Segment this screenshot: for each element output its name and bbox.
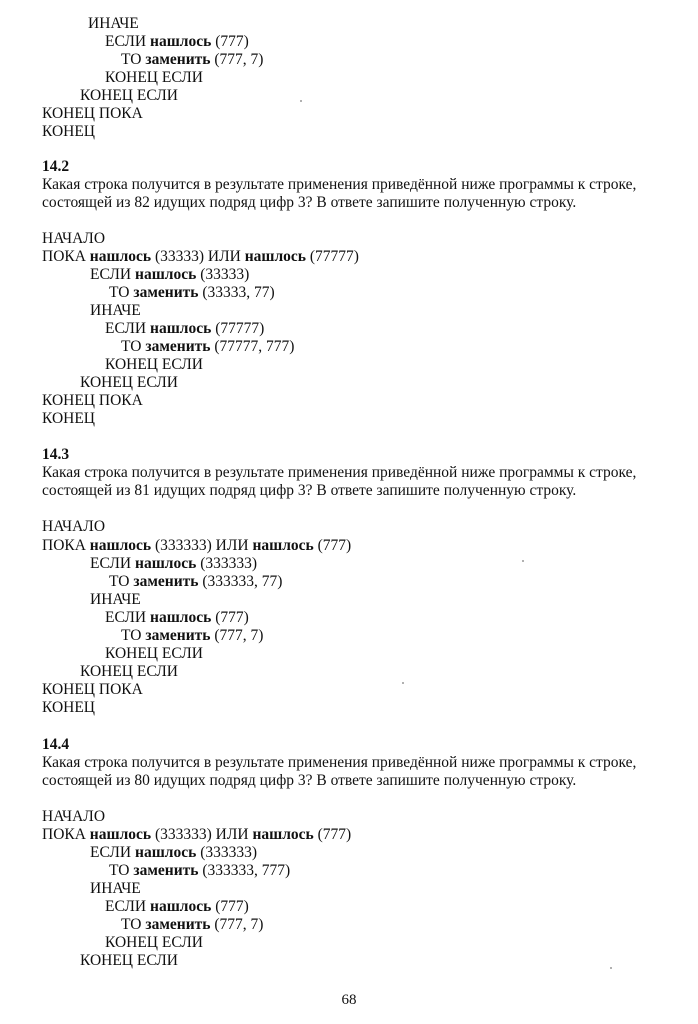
code-line-while: ПОКА нашлось (33333) ИЛИ нашлось (77777) <box>42 248 359 265</box>
code-line-if: ЕСЛИ нашлось (333333) <box>90 555 258 572</box>
code-line-endif-outer: КОНЕЦ ЕСЛИ <box>80 87 179 104</box>
task-question-line: состоящей из 81 идущих подряд цифр 3? В ответе запишите полученную строку. <box>42 482 577 499</box>
scan-speck <box>610 967 612 969</box>
code-line-endif-outer: КОНЕЦ ЕСЛИ <box>80 374 179 391</box>
code-line-start: НАЧАЛО <box>42 230 106 247</box>
code-line-if: ЕСЛИ нашлось (33333) <box>90 266 250 283</box>
code-line-endwhile: КОНЕЦ ПОКА <box>42 681 143 698</box>
code-line-endif-inner: КОНЕЦ ЕСЛИ <box>105 934 204 951</box>
code-line-then: ТО заменить (77777, 777) <box>121 338 295 355</box>
task-question-line: Какая строка получится в результате применения приведённой ниже программы к строке, <box>42 176 637 193</box>
code-line-endif-inner: КОНЕЦ ЕСЛИ <box>105 69 204 86</box>
code-line-endwhile: КОНЕЦ ПОКА <box>42 392 143 409</box>
code-line-endwhile: КОНЕЦ ПОКА <box>42 105 143 122</box>
code-line-if: ЕСЛИ нашлось (777) <box>105 609 249 626</box>
code-line-then: ТО заменить (777, 7) <box>121 51 264 68</box>
code-line-then: ТО заменить (333333, 777) <box>109 862 291 879</box>
task-question-line: Какая строка получится в результате применения приведённой ниже программы к строке, <box>42 754 637 771</box>
code-line-endif-inner: КОНЕЦ ЕСЛИ <box>105 645 204 662</box>
code-line-else: ИНАЧЕ <box>90 302 141 319</box>
code-line-while: ПОКА нашлось (333333) ИЛИ нашлось (777) <box>42 826 352 843</box>
code-line-if: ЕСЛИ нашлось (77777) <box>105 320 265 337</box>
code-line-end: КОНЕЦ <box>42 410 96 427</box>
code-line-endif-outer: КОНЕЦ ЕСЛИ <box>80 663 179 680</box>
code-line-end: КОНЕЦ <box>42 123 96 140</box>
task-question-line: состоящей из 80 идущих подряд цифр 3? В ответе запишите полученную строку. <box>42 772 577 789</box>
code-line-endif-outer: КОНЕЦ ЕСЛИ <box>80 952 179 969</box>
code-line-if: ЕСЛИ нашлось (777) <box>105 33 249 50</box>
scan-speck <box>522 560 524 562</box>
code-line-start: НАЧАЛО <box>42 808 106 825</box>
code-line-endif-inner: КОНЕЦ ЕСЛИ <box>105 356 204 373</box>
code-line-while: ПОКА нашлось (333333) ИЛИ нашлось (777) <box>42 537 352 554</box>
task-question-line: состоящей из 82 идущих подряд цифр 3? В ответе запишите полученную строку. <box>42 194 577 211</box>
code-line-if: ЕСЛИ нашлось (777) <box>105 898 249 915</box>
page-number: 68 <box>341 992 357 1008</box>
task-number: 14.3 <box>42 446 70 463</box>
code-line-end: КОНЕЦ <box>42 699 96 716</box>
task-question-line: Какая строка получится в результате применения приведённой ниже программы к строке, <box>42 464 637 481</box>
code-line-then: ТО заменить (333333, 77) <box>109 573 283 590</box>
code-line-then: ТО заменить (777, 7) <box>121 627 264 644</box>
code-line-else: ИНАЧЕ <box>88 15 139 32</box>
task-number: 14.4 <box>42 736 70 753</box>
code-line-else: ИНАЧЕ <box>90 591 141 608</box>
task-number: 14.2 <box>42 158 70 175</box>
scan-speck <box>402 682 404 684</box>
code-line-then: ТО заменить (33333, 77) <box>109 284 275 301</box>
code-line-start: НАЧАЛО <box>42 518 106 535</box>
code-line-else: ИНАЧЕ <box>90 880 141 897</box>
code-line-if: ЕСЛИ нашлось (333333) <box>90 844 258 861</box>
code-line-then: ТО заменить (777, 7) <box>121 916 264 933</box>
scan-speck <box>300 100 302 102</box>
